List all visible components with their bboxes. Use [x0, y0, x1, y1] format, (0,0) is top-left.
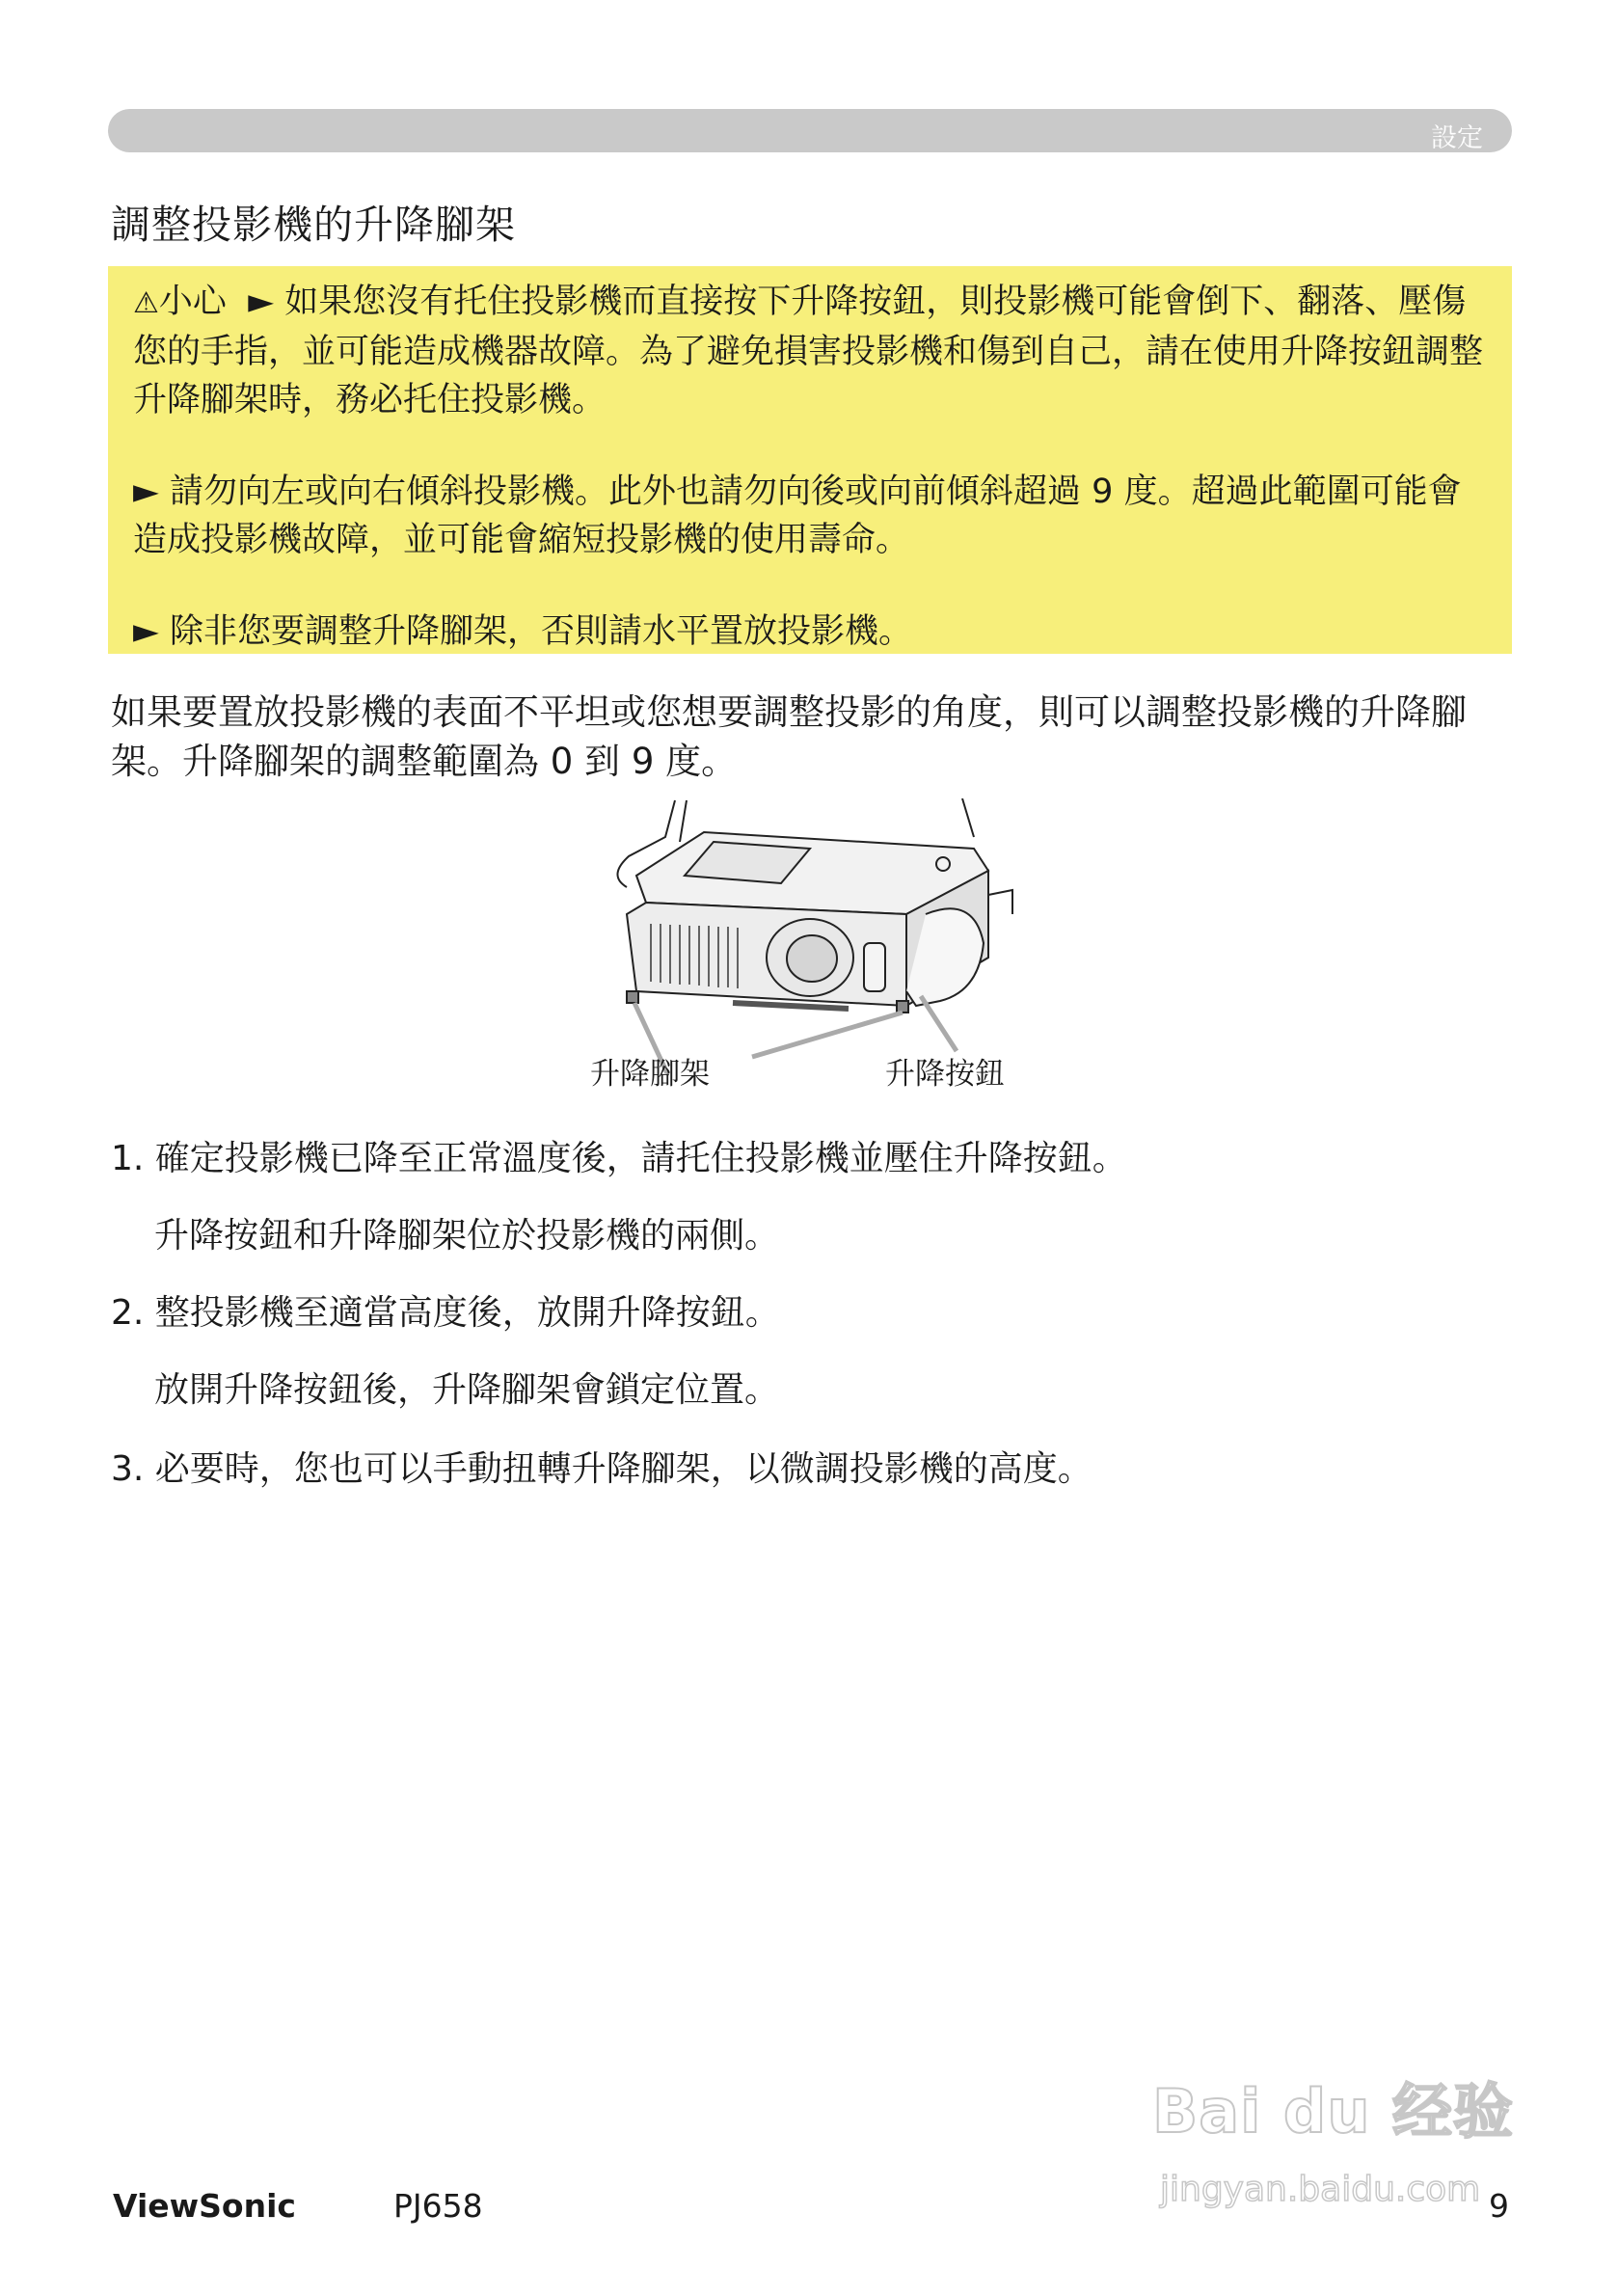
section-label: 設定	[1431, 123, 1483, 153]
step-1-note: 升降按鈕和升降腳架位於投影機的兩側。	[154, 1216, 780, 1256]
caution-paragraph-3: ► 除非您要調整升降腳架，否則請水平置放投影機。	[133, 612, 913, 651]
step-3: 3. 必要時，您也可以手動扭轉升降腳架，以微調投影機的高度。	[111, 1449, 1092, 1489]
figure-label-foot: 升降腳架	[590, 1057, 710, 1092]
foot-right	[897, 1001, 908, 1013]
figure-label-button: 升降按鈕	[885, 1057, 1005, 1092]
leader-foot-2	[752, 1013, 903, 1057]
step-2-note: 放開升降按鈕後，升降腳架會鎖定位置。	[154, 1370, 780, 1410]
foot-left	[627, 991, 638, 1003]
leader-button	[921, 996, 957, 1051]
lens-inner	[787, 935, 837, 982]
warning-triangle-icon: ⚠	[133, 286, 159, 320]
caution-text-1: ► 如果您沒有托住投影機而直接按下升降按鈕，則投影機可能會倒下、翻落、壓傷您的手指，並可能造成機器故障。為了避免損害投影機和傷到自己，請在使用升降按鈕調整升降腳架時，務必托住投影機。	[133, 283, 1484, 419]
caution-paragraph-1	[133, 278, 1489, 424]
front-slot	[864, 943, 885, 991]
step-1: 1. 確定投影機已降至正常溫度後，請托住投影機並壓住升降按鈕。	[111, 1139, 1127, 1178]
intro-paragraph: 如果要置放投影機的表面不平坦或您想要調整投影的角度，則可以調整投影機的升降腳架。升降腳架的調整範圍為 0 到 9 度。	[111, 691, 1467, 782]
watermark-logo: Bai du 经验	[1152, 2076, 1515, 2147]
footer-model: PJ658	[393, 2187, 483, 2225]
caution-paragraph-2: ► 請勿向左或向右傾斜投影機。此外也請勿向後或向前傾斜超過 9 度。超過此範圍可能會造成投影機故障，並可能會縮短投影機的使用壽命。	[133, 473, 1462, 559]
baidu-watermark	[1152, 2064, 1538, 2237]
page-title: 調整投影機的升降腳架	[111, 202, 516, 248]
watermark-url: jingyan.baidu.com	[1160, 2170, 1481, 2209]
caution-box	[108, 266, 1512, 654]
footer-brand: ViewSonic	[113, 2187, 296, 2225]
step-2: 2. 整投影機至適當高度後，放開升降按鈕。	[111, 1293, 780, 1333]
section-header-bar	[108, 109, 1512, 152]
page-number: 9	[1489, 2187, 1509, 2225]
bottom-bar	[733, 1003, 849, 1009]
caution-label: 小心	[158, 283, 227, 321]
